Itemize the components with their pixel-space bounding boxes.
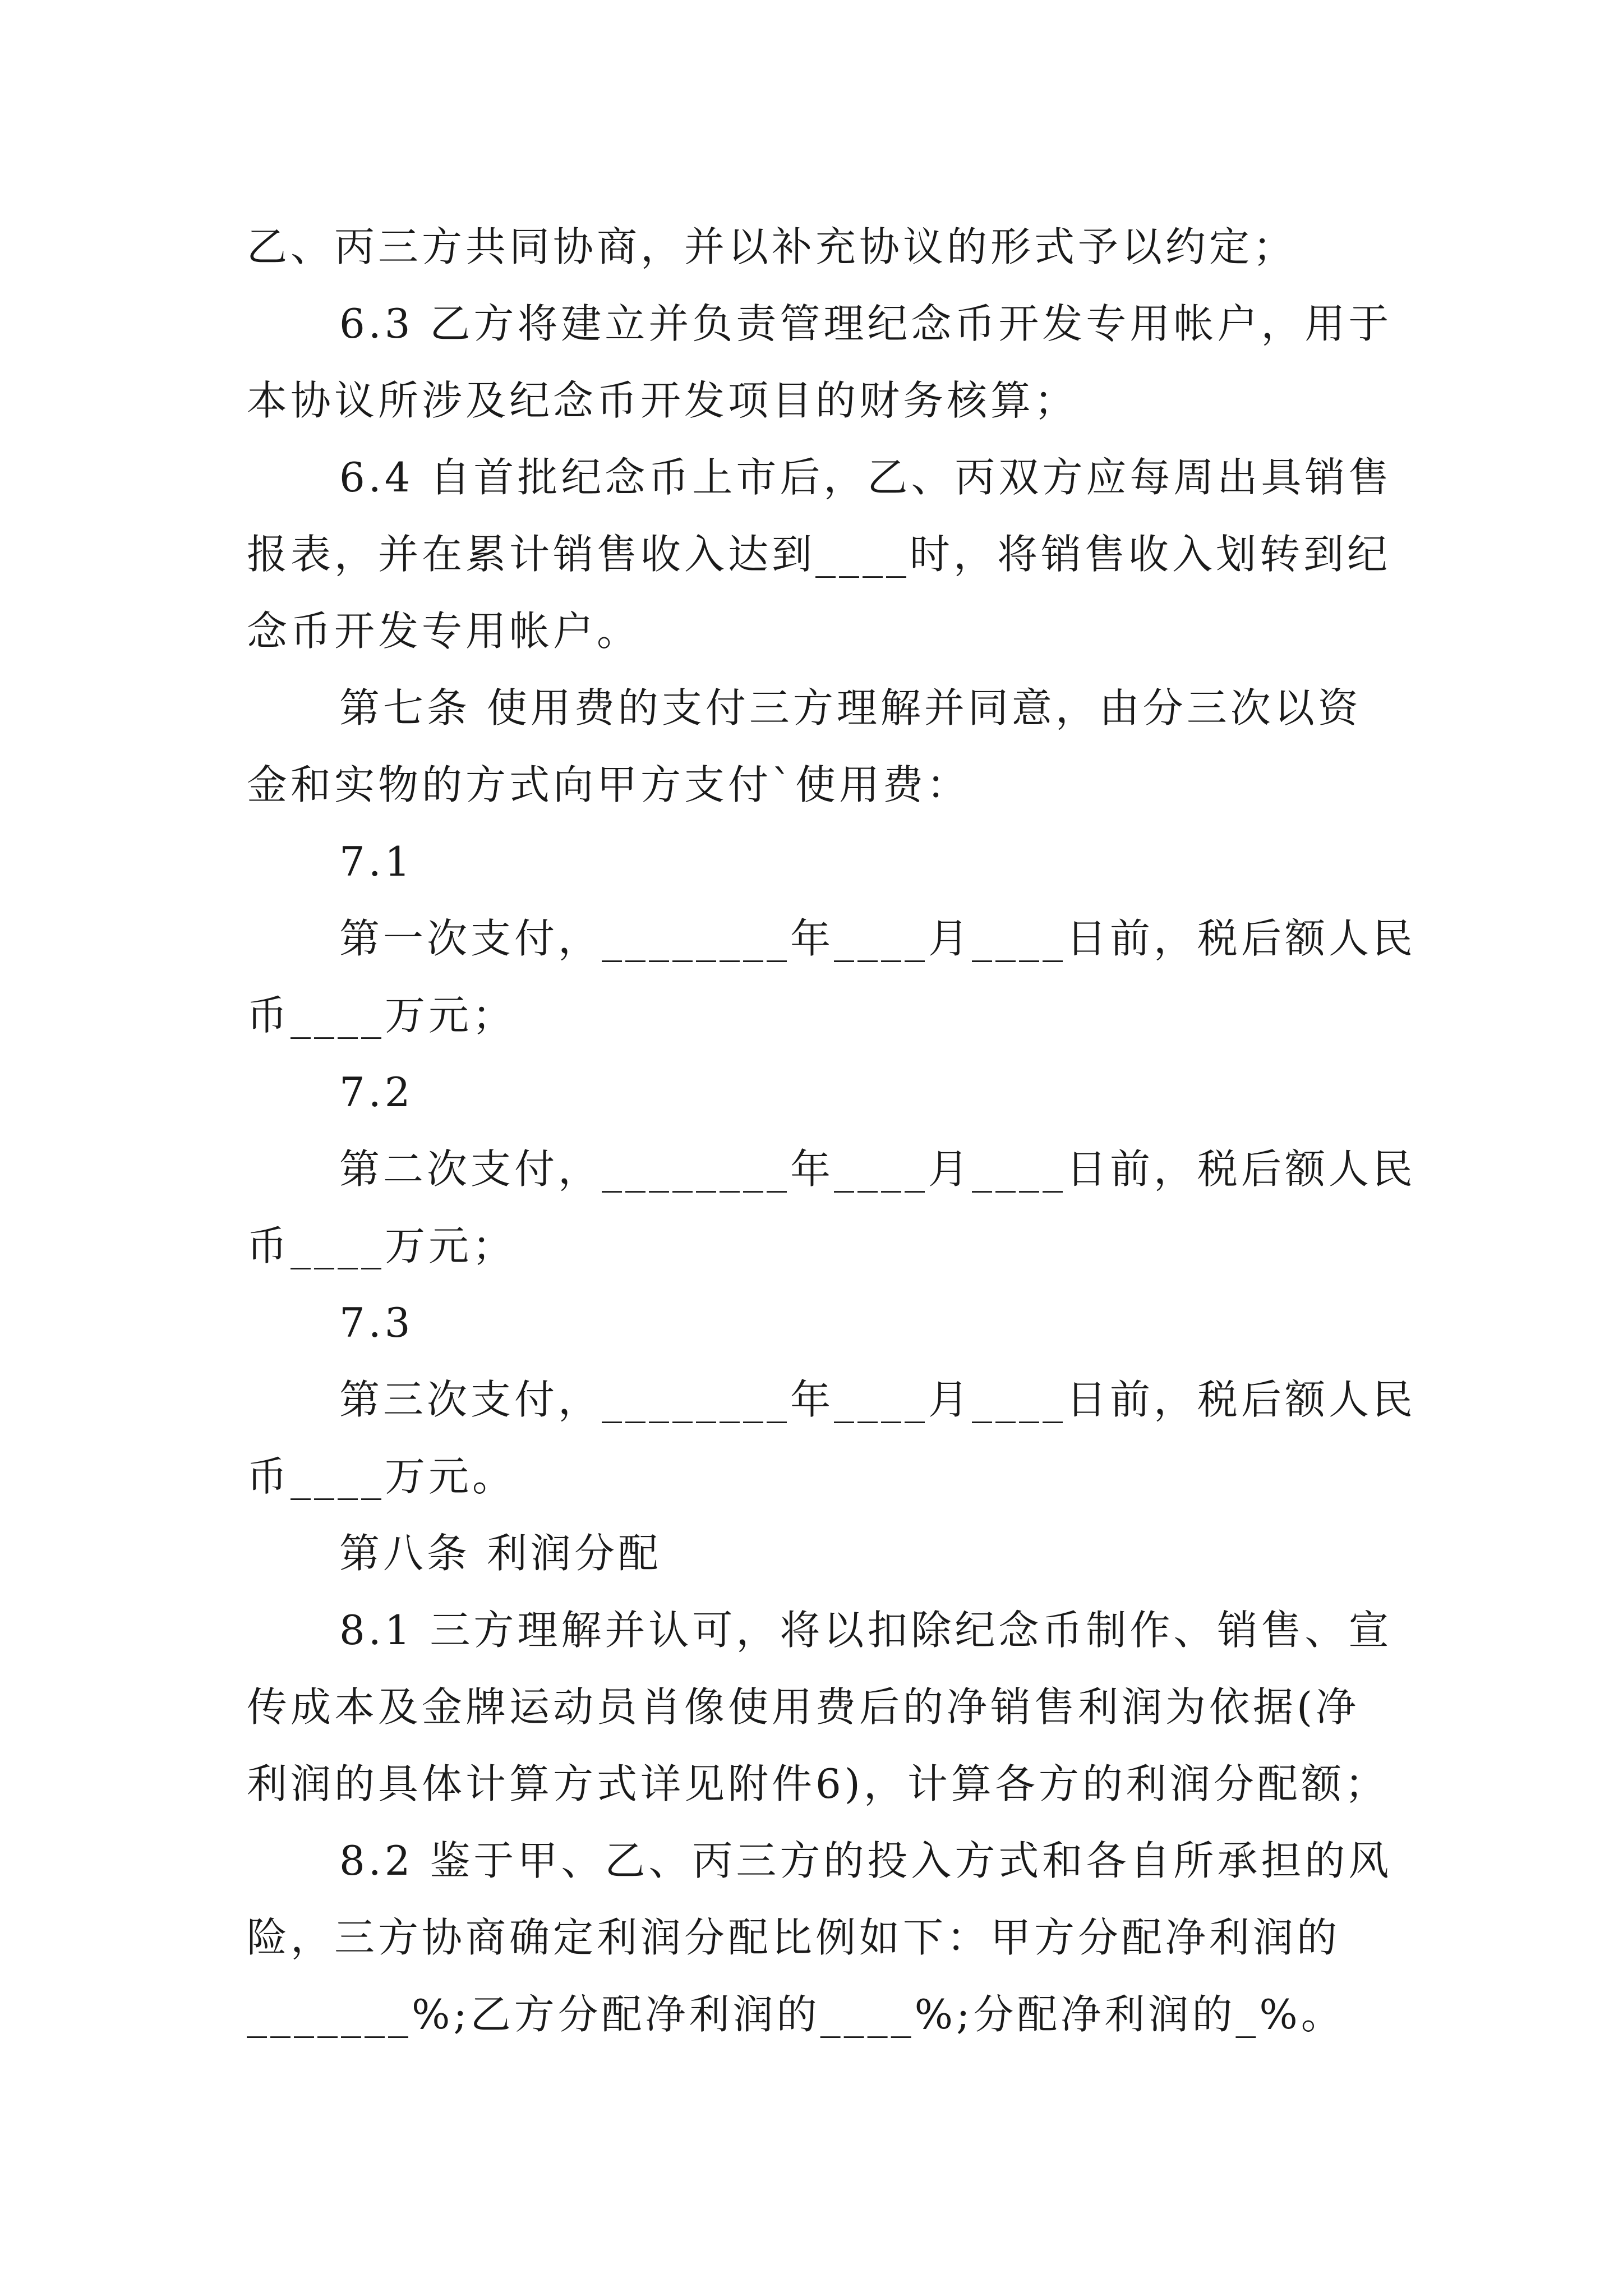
text-line: 利润的具体计算方式详见附件6)，计算各方的利润分配额； [247, 1760, 1389, 1807]
text-line: 币____万元。 [247, 1453, 517, 1500]
text-line: 6.4 自首批纪念币上市后，乙、丙双方应每周出具销售 [339, 454, 1393, 501]
body-text [247, 209, 1417, 2053]
text-line: 7.2 [339, 1069, 414, 1116]
text-line: 本协议所涉及纪念币开发项目的财务核算； [247, 377, 1078, 424]
text-line: 8.1 三方理解并认可，将以扣除纪念币制作、销售、宣 [339, 1607, 1393, 1654]
text-line: 乙、丙三方共同协商，并以补充协议的形式予以约定； [247, 223, 1297, 270]
text-line: 报表，并在累计销售收入达到____时，将销售收入划转到纪 [247, 531, 1391, 578]
text-line: 7.3 [339, 1299, 414, 1346]
text-line: 第七条 使用费的支付三方理解并同意，由分三次以资 [339, 684, 1362, 731]
text-line: 币____万元； [247, 1222, 517, 1269]
text-line: _______%;乙方分配净利润的____%;分配净利润的_%。 [247, 1991, 1345, 2038]
text-line: 金和实物的方式向甲方支付`使用费： [247, 761, 971, 808]
text-line: 第二次支付，________年____月____日前，税后额人民 [339, 1145, 1417, 1193]
text-line: 念币开发专用帐户。 [247, 608, 641, 655]
text-line: 8.2 鉴于甲、乙、丙三方的投入方式和各自所承担的风 [339, 1837, 1393, 1884]
text-line: 第八条 利润分配 [339, 1530, 662, 1577]
text-line: 6.3 乙方将建立并负责管理纪念币开发专用帐户，用于 [339, 300, 1393, 347]
text-line: 第一次支付，________年____月____日前，税后额人民 [339, 915, 1417, 962]
text-line: 第三次支付，________年____月____日前，税后额人民 [339, 1376, 1417, 1423]
text-line: 险，三方协商确定利润分配比例如下：甲方分配净利润的 [247, 1914, 1341, 1961]
text-line: 传成本及金牌运动员肖像使用费后的净销售利润为依据(净 [247, 1683, 1360, 1731]
text-line: 币____万元； [247, 992, 517, 1039]
text-line: 7.1 [339, 838, 414, 885]
